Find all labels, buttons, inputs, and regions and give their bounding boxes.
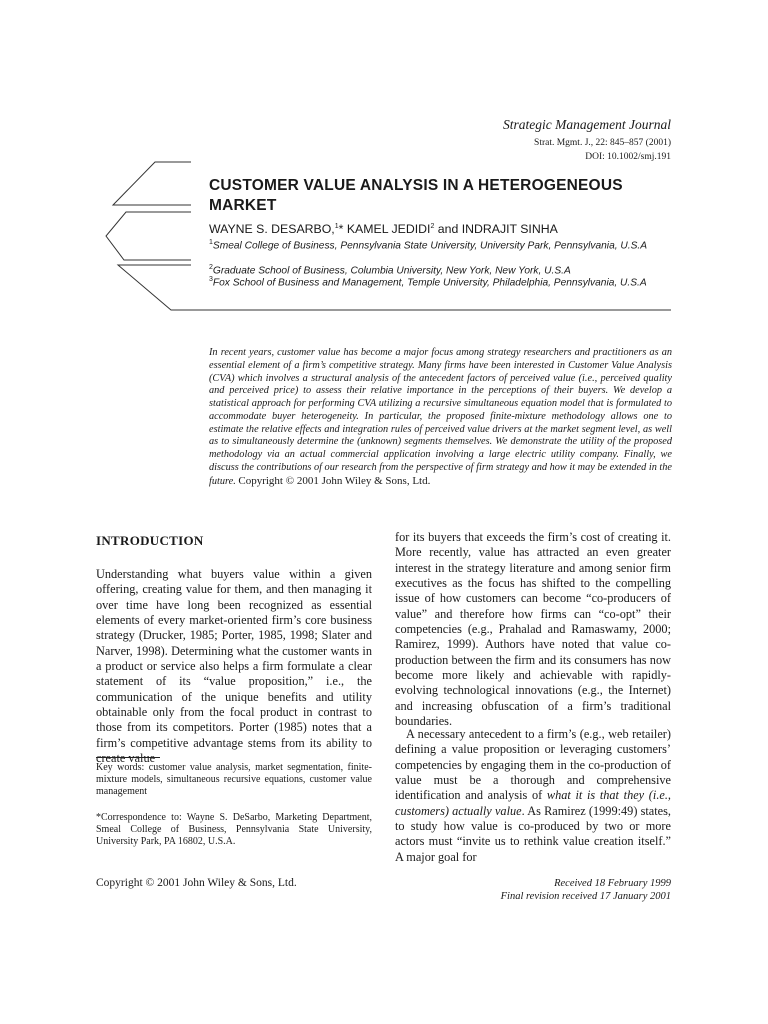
author-list [209, 222, 558, 236]
affiliation-3 [209, 274, 671, 290]
citation: Strat. Mgmt. J., 22: 845–857 (2001) [534, 138, 671, 148]
affiliation-1 [209, 237, 671, 253]
keywords-footnote: Key words: customer value analysis, market segmentation, finite-mixture models, simultaneous recursive equations, customer value management [96, 762, 372, 798]
affiliation-3-text: Fox School of Business and Management, Temple University, Philadelphia, Pennsylvania, U.S.A [212, 277, 647, 289]
author-3: and INDRAJIT SINHA [434, 222, 558, 236]
intro-right-paragraph-1: for its buyers that exceeds the firm’s cost of creating it. More recently, value has attracted an even greater interest in the strategy literature and among senior firm executives as the focus has shifted to the compelling issue of how customers can become “co-producers of value” and therefore how firms can “co-opt” their competencies (e.g., Prahalad and Ramaswamy, 2000; Ramirez, 1999). Authors have noted that value co-production between the firm and its consumers has now become more likely and achievable with rapidly-evolving technological innovations (e.g., the Internet) and increasing obfuscation of a firm’s traditional boundaries. [395, 530, 671, 729]
footer-copyright: Copyright © 2001 John Wiley & Sons, Ltd. [96, 877, 297, 889]
received-date: Received 18 February 1999 [554, 878, 671, 889]
footnote-rule [96, 757, 160, 758]
affiliation-3-num: 3 [209, 276, 213, 283]
article-title: CUSTOMER VALUE ANALYSIS IN A HETEROGENEOUS MARKET [209, 177, 623, 214]
abstract-copyright: Copyright © 2001 John Wiley & Sons, Ltd. [238, 474, 431, 487]
affiliation-1-num: 1 [209, 239, 213, 246]
abstract [209, 347, 672, 488]
author-1-affil: 1 [334, 222, 339, 230]
para2-text-a: A necessary antecedent to a firm’s (e.g., web retailer) defining a value proposition or leveraging customers’ competencies by engaging them in the co-production of value must be a thorough and comprehensive identification and analysis of [395, 727, 671, 803]
correspondence-footnote: *Correspondence to: Wayne S. DeSarbo, Marketing Department, Smeal College of Business, Pennsylvania State University, University Park, PA 16802, U.S.A. [96, 812, 372, 848]
abstract-text: In recent years, customer value has become a major focus among strategy researchers and practitioners as an essential element of a firm’s competitive strategy. Many firms have been interested in Customer Value Analysis (CVA) which involves a structural analysis of the antecedent factors of perceived value (i.e., perceived quality and perceived price) to assess their relative importance in the perceptions of their buyers. We develop a statistical approach for performing CVA utilizing a recursive simultaneous equation model that is formulated to accommodate buyer heterogeneity. In particular, the proposed finite-mixture methodology allows one to estimate the relative effects and integration rules of perceived value drivers at the market segment level, as well as to simultaneously determine the (unknown) segments themselves. We demonstrate the utility of the proposed methodology via an actual commercial application involving a large electric utility company. Finally, we discuss the contributions of our research from the perspective of firm strategy and how it may be extended in the future. [209, 347, 672, 487]
affiliation-2-text: Graduate School of Business, Columbia University, New York, New York, U.S.A [212, 265, 571, 277]
doi: DOI: 10.1002/smj.191 [585, 152, 671, 162]
affiliation-1-text: Smeal College of Business, Pennsylvania State University, University Park, Pennsylvania, U.S.A [212, 240, 648, 252]
intro-left-paragraph: Understanding what buyers value within a given offering, creating value for them, and then managing it over time have long been recognized as essential elements of every market-oriented firm’s core business strategy (Drucker, 1985; Porter, 1985, 1998; Slater and Narver, 1998). Determining what the customer wants in a product or service also helps a firm formulate a clear statement of its “value proposition,” i.e., the communication of the unique benefits and utility obtainable only from the focal product in contrast to those from its competitors. Porter (1985) notes that a firm’s competitive advantage stems from its ability to create value [96, 567, 372, 766]
intro-right-paragraph-2 [395, 727, 671, 865]
author-2: * KAMEL JEDIDI [338, 222, 431, 236]
para2-emphasis: what it is that they (i.e., customers) actually value [395, 788, 671, 818]
para2-text-b: . As Ramirez (1999:49) states, to study how value is co-produced by two or more actors must “invite us to rethink value creation itself.” A major goal for [395, 803, 672, 864]
deco-chevron-top [113, 162, 191, 205]
deco-chevron-middle [106, 212, 191, 260]
revision-date: Final revision received 17 January 2001 [500, 891, 671, 902]
section-heading-introduction: INTRODUCTION [96, 533, 204, 548]
author-2-affil: 2 [430, 222, 435, 230]
affiliation-2-num: 2 [209, 264, 213, 271]
journal-name: Strategic Management Journal [503, 117, 671, 132]
author-1: WAYNE S. DESARBO, [209, 222, 335, 236]
